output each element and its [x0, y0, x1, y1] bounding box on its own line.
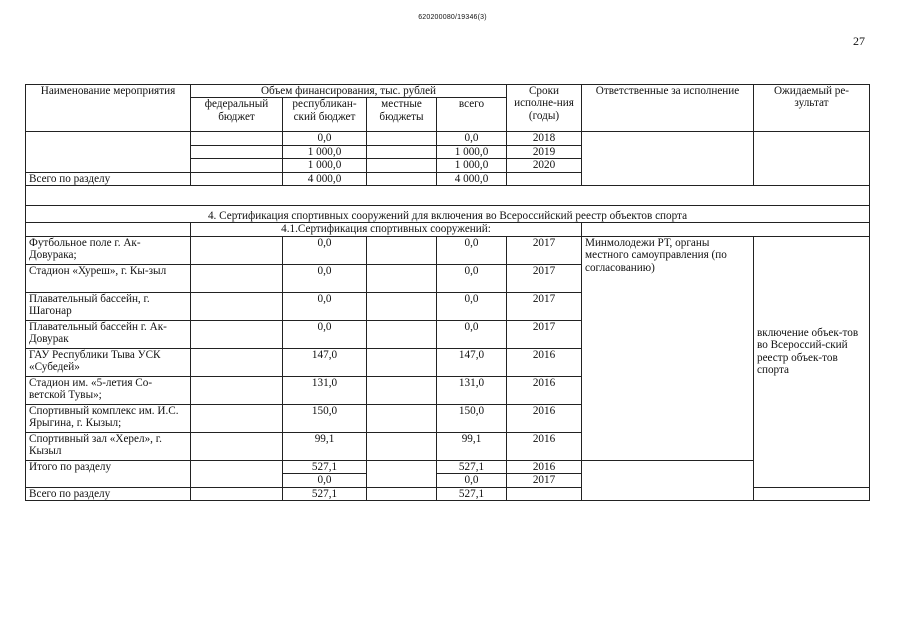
table-row: 1 000,0 1 000,0 2019 [26, 145, 870, 158]
responsible-cell: Минмолодежи РТ, органы местного самоуправления (по согласованию) [582, 236, 754, 460]
table-row: Плавательный бассейн г. Ак-Довурак 0,0 0,0 2017 [26, 320, 870, 348]
col-header-financing: Объем финансирования, тыс. рублей [191, 85, 507, 98]
table-row: 0,0 0,0 2018 [26, 132, 870, 145]
col-header-federal: федеральный бюджет [191, 98, 283, 132]
section-title: 4. Сертификация спортивных сооружений для включения во Всероссийский реестр объектов спорта [26, 206, 870, 223]
col-header-responsible: Ответственные за исполнение [582, 85, 754, 132]
col-header-result: Ожидаемый ре-зультат [754, 85, 870, 132]
table-row: ГАУ Республики Тыва УСК «Субедей» 147,0 147,0 2016 [26, 348, 870, 376]
col-header-terms: Сроки исполне-ния (годы) [507, 85, 582, 132]
result-cell: включение объек-тов во Всероссий-ский реестр объек-тов спорта [754, 236, 870, 487]
financing-table [25, 84, 870, 501]
col-header-name: Наименование мероприятия [26, 85, 191, 132]
total-row: Всего по разделу 527,1 527,1 [26, 487, 870, 500]
table-row: Плавательный бассейн, г. Шагонар 0,0 0,0 2017 [26, 292, 870, 320]
table-row: 0,0 0,0 2017 [26, 474, 870, 487]
itogo-row: Итого по разделу 527,1 527,1 2016 [26, 460, 870, 473]
table-row: Футбольное поле г. Ак-Довурака; 0,0 0,0 2017 Минмолодежи РТ, органы местного самоуправления (по согласованию) включение объек-тов во Всероссий-ский реестр объек-тов спорта [26, 236, 870, 264]
page-number: 27 [853, 34, 865, 48]
col-header-republican: республикан-ский бюджет [283, 98, 367, 132]
col-header-total: всего [437, 98, 507, 132]
table-row: Спортивный зал «Херел», г. Кызыл 99,1 99,1 2016 [26, 432, 870, 460]
subsection-title: 4.1.Сертификация спортивных сооружений: [191, 223, 582, 236]
table-row: Стадион «Хуреш», г. Кы-зыл 0,0 0,0 2017 [26, 264, 870, 292]
document-id: 620200080/19346(3) [418, 14, 487, 21]
table-row: Стадион им. «5-летия Со-ветской Тувы»; 131,0 131,0 2016 [26, 376, 870, 404]
col-header-local: местные бюджеты [367, 98, 437, 132]
total-row: Всего по разделу 4 000,0 4 000,0 [26, 172, 870, 185]
table-row: 1 000,0 1 000,0 2020 [26, 159, 870, 172]
table-row: Спортивный комплекс им. И.С. Ярыгина, г. Кызыл; 150,0 150,0 2016 [26, 404, 870, 432]
